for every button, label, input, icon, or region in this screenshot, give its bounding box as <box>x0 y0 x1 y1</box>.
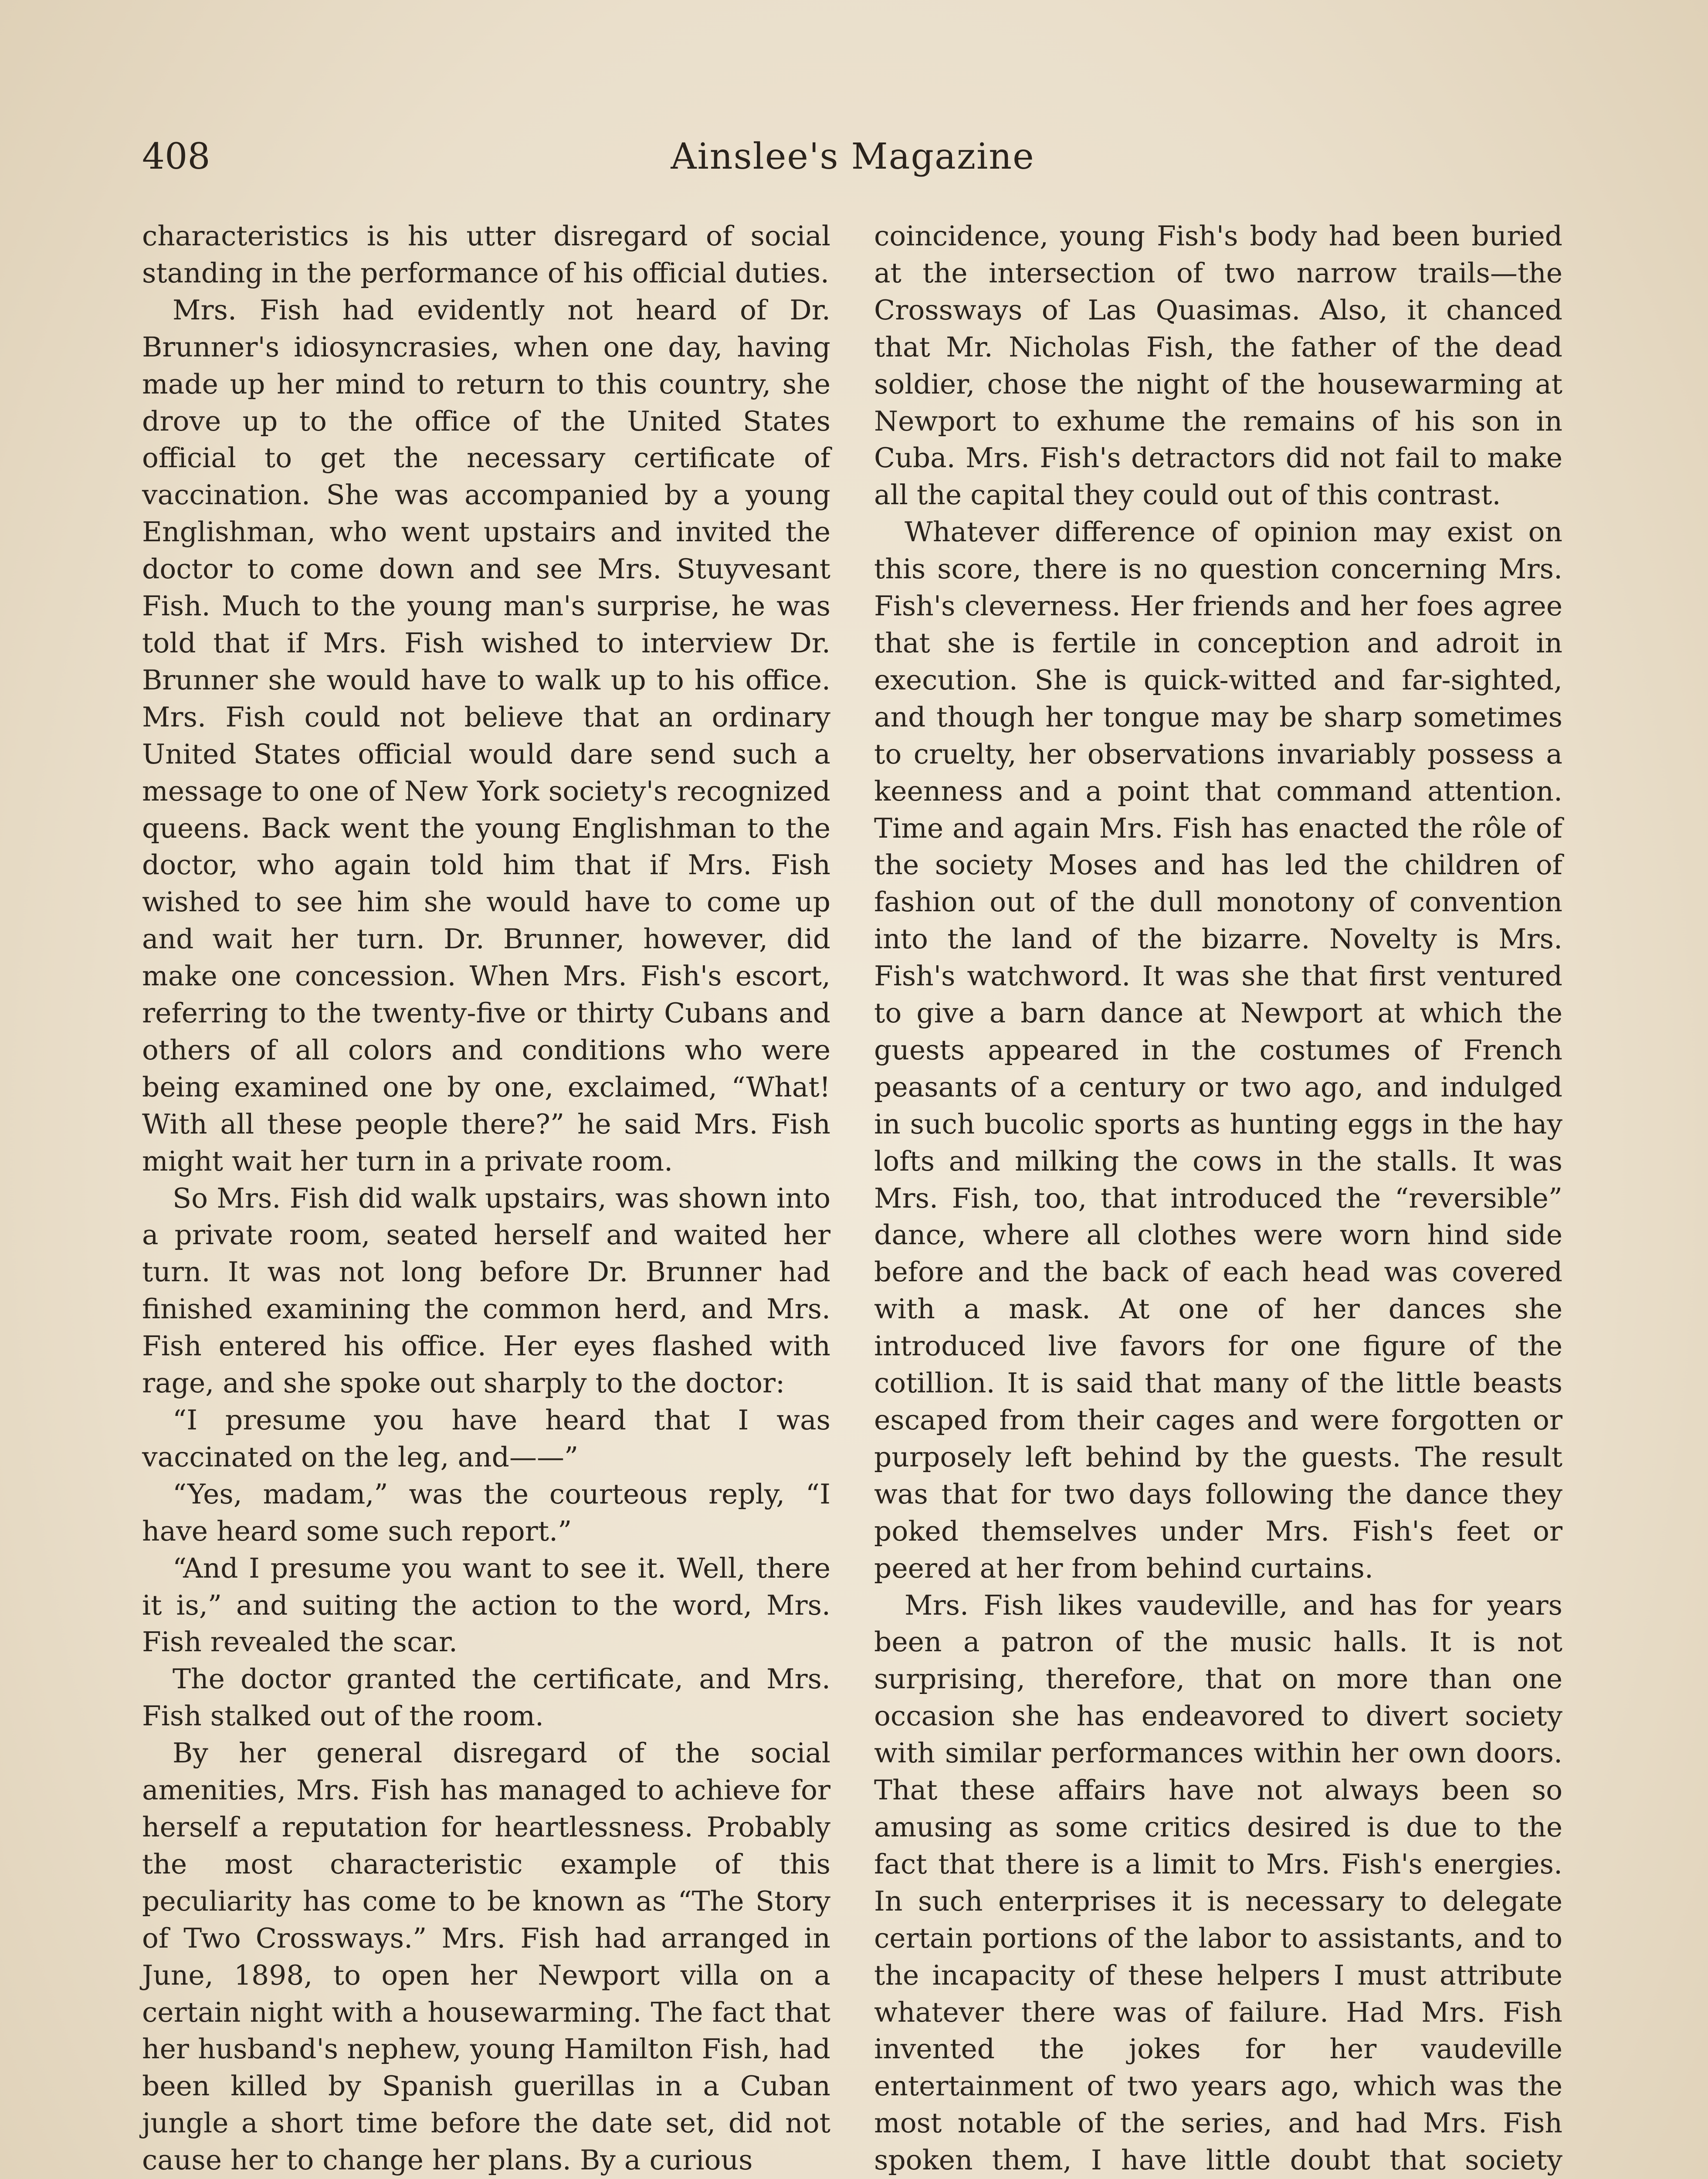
paragraph: “Yes, madam,” was the courteous reply, “I have heard some such report.” <box>142 1478 830 1547</box>
paragraph: Whatever difference of opinion may exist on this score, there is no question concerning Mrs. Fish's cleverness. Her friends and her foes agree that she is fertile in conception and adroit in execution. She is quick-witted and far-sighted, and though her tongue may be sharp sometimes to cruelty, her observations invariably possess a keenness and a point that command attention. Time and again Mrs. Fish has enacted the rôle of the society Moses and has led the children of fashion out of the dull monotony of convention into the land of the bizarre. Novelty is Mrs. Fish's watchword. It was she that first ventured to give a barn dance at Newport at which the guests appeared in the costumes of French peasants of a century or two ago, and indulged in such bucolic sports as hunting eggs in the hay lofts and milking the cows in the stalls. It was Mrs. Fish, too, that introduced the “reversible” dance, where all clothes were worn hind side before and the back of each head was covered with a mask. At one of her dances she introduced live favors for one figure of the cotillion. It is said that many of the little beasts escaped from their cages and were forgotten or purposely left behind by the guests. The result was that for two days following the dance they poked themselves under Mrs. Fish's feet or peered at her from behind curtains. <box>874 516 1562 1584</box>
paragraph: The doctor granted the certificate, and Mrs. Fish stalked out of the room. <box>142 1663 830 1732</box>
right-column <box>874 218 1562 2179</box>
paragraph: So Mrs. Fish did walk upstairs, was shown into a private room, seated herself and waited her turn. It was not long before Dr. Brunner had finished examining the common herd, and Mrs. Fish entered his office. Her eyes flashed with rage, and she spoke out sharply to the doctor: <box>142 1182 830 1399</box>
paragraph: Mrs. Fish had evidently not heard of Dr. Brunner's idiosyncrasies, when one day, having made up her mind to return to this country, she drove up to the office of the United States official to get the necessary certificate of vaccination. She was accompanied by a young Englishman, who went upstairs and invited the doctor to come down and see Mrs. Stuyvesant Fish. Much to the young man's surprise, he was told that if Mrs. Fish wished to interview Dr. Brunner she would have to walk up to his office. Mrs. Fish could not believe that an ordinary United States official would dare send such a message to one of New York society's recognized queens. Back went the young Englishman to the doctor, who again told him that if Mrs. Fish wished to see him she would have to come up and wait her turn. Dr. Brunner, however, did make one concession. When Mrs. Fish's escort, referring to the twenty-five or thirty Cubans and others of all colors and conditions who were being examined one by one, exclaimed, “What! With all these people there?” he said Mrs. Fish might wait her turn in a private room. <box>142 294 830 1177</box>
paragraph: characteristics is his utter disregard of social standing in the performance of his official duties. <box>142 220 830 289</box>
left-column <box>142 218 830 2179</box>
paragraph: coincidence, young Fish's body had been buried at the intersection of two narrow trails—the Crossways of Las Quasimas. Also, it chanced that Mr. Nicholas Fish, the father of the dead soldier, chose the night of the housewarming at Newport to exhume the remains of his son in Cuba. Mrs. Fish's detractors did not fail to make all the capital they could out of this contrast. <box>874 220 1562 511</box>
page-number: 408 <box>142 136 210 177</box>
paragraph: By her general disregard of the social amenities, Mrs. Fish has managed to achieve for herself a reputation for heartlessness. Probably the most characteristic example of this peculiarity has come to be known as “The Story of Two Crossways.” Mrs. Fish had arranged in June, 1898, to open her Newport villa on a certain night with a housewarming. The fact that her husband's nephew, young Hamilton Fish, had been killed by Spanish guerillas in a Cuban jungle a short time before the date set, did not cause her to change her plans. By a curious <box>142 1737 830 2176</box>
page-header <box>142 131 1563 183</box>
paragraph: Mrs. Fish likes vaudeville, and has for years been a patron of the music halls. It is not surprising, therefore, that on more than one occasion she has endeavored to divert society with similar performances within her own doors. That these affairs have not always been so amusing as some critics desired is due to the fact that there is a limit to Mrs. Fish's energies. In such enterprises it is necessary to delegate certain portions of the labor to assistants, and to the incapacity of these helpers I must attribute whatever there was of failure. Had Mrs. Fish invented the jokes for her vaudeville entertainment of two years ago, which was the most notable of the series, and had Mrs. Fish spoken them, I have little doubt that society <box>874 1589 1562 2176</box>
paragraph: “And I presume you want to see it. Well, there it is,” and suiting the action to the word, Mrs. Fish revealed the scar. <box>142 1552 830 1658</box>
running-title: Ainslee's Magazine <box>671 136 1035 177</box>
paragraph: “I presume you have heard that I was vaccinated on the leg, and——” <box>142 1404 830 1473</box>
